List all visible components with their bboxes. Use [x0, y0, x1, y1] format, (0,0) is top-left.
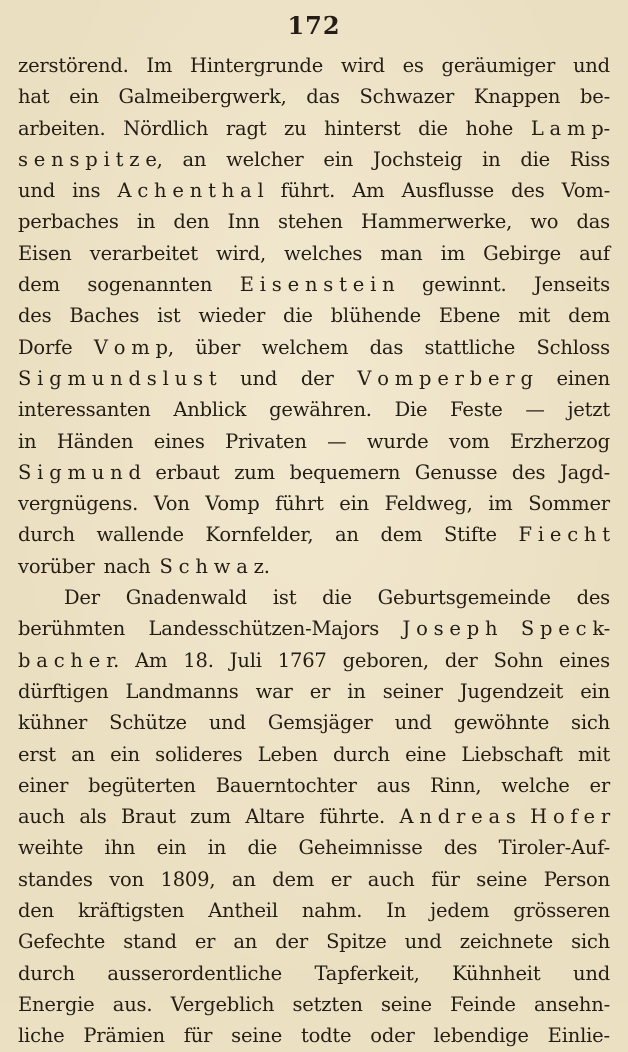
text-line: [18, 613, 610, 644]
word: arbeiten.: [18, 116, 106, 140]
word: in: [136, 210, 156, 234]
text-line: [18, 81, 610, 112]
word: die: [418, 116, 448, 140]
word: die: [283, 304, 313, 328]
word: auf: [579, 241, 610, 265]
word: weihte: [18, 836, 84, 860]
word: in: [18, 429, 37, 453]
word: Feste: [450, 398, 503, 422]
word: und: [572, 54, 610, 77]
word: führt: [275, 492, 324, 516]
text-line: [18, 926, 610, 957]
word: im: [488, 492, 513, 516]
word: Jochsteig: [372, 147, 463, 171]
word: Kornfelder,: [205, 523, 314, 547]
word: Die: [394, 398, 428, 422]
word: an: [334, 523, 359, 547]
word: gewähren.: [269, 398, 372, 422]
word: welchem: [261, 335, 349, 359]
word: dem: [380, 523, 423, 547]
word: an: [233, 930, 258, 954]
word: S i g m u n d s l u s t: [18, 366, 217, 390]
word: nach: [103, 554, 151, 578]
word: des: [443, 836, 478, 860]
word: blühende: [330, 304, 421, 328]
word: Erzherzog: [509, 429, 610, 453]
word: zu: [284, 116, 307, 140]
word: Händen: [56, 429, 134, 453]
word: grösseren: [513, 899, 610, 923]
page-number: 172: [287, 11, 341, 40]
text-line: [18, 269, 610, 300]
word: geboren,: [342, 648, 429, 672]
text-line: [18, 363, 610, 394]
word: Landmanns: [125, 679, 239, 703]
word: erbaut: [155, 460, 220, 484]
word: der: [444, 648, 478, 672]
text-line: [18, 488, 610, 519]
word: und: [572, 961, 610, 985]
word: zeichnete: [459, 930, 553, 954]
word: F i e c h t: [518, 523, 610, 547]
word: Hammerwerke,: [360, 210, 513, 234]
text-line: [18, 645, 610, 676]
word: lebendige: [433, 1024, 529, 1048]
word: Leben: [257, 742, 318, 766]
word: und: [394, 711, 432, 735]
word: Braut: [121, 805, 176, 829]
word: Genusse: [414, 460, 498, 484]
word: Eisen: [18, 241, 72, 265]
word: Dorfe: [18, 335, 73, 359]
word: s e n s p i t z e,: [18, 147, 163, 171]
word: wieder: [198, 304, 266, 328]
word: der: [275, 930, 308, 954]
word: ein: [323, 147, 354, 171]
word: seine: [476, 867, 528, 891]
word: durch: [18, 961, 75, 985]
word: führt.: [280, 179, 336, 203]
word: auch: [367, 867, 415, 891]
word: Geheimnisse: [298, 836, 423, 860]
word: Energie: [18, 992, 95, 1016]
word: ein: [110, 742, 140, 766]
text-line: [18, 895, 610, 926]
word: und: [240, 366, 278, 390]
word: gewinnt.: [421, 273, 507, 297]
word: vergnügens.: [18, 492, 139, 516]
word: eines: [559, 648, 610, 672]
word: —: [525, 398, 545, 422]
word: berühmten: [18, 617, 126, 641]
word: S p e c k-: [520, 617, 610, 641]
word: Gefechte: [18, 930, 106, 954]
word: S i g m u n d: [18, 460, 141, 484]
word: Jagd-: [559, 460, 610, 484]
text-line: [18, 113, 610, 144]
word: Spitze: [326, 930, 387, 954]
word: das: [576, 210, 610, 234]
word: dem: [18, 273, 60, 297]
word: Kühnheit: [452, 961, 541, 985]
word: er: [194, 930, 216, 954]
word: ihn: [104, 836, 136, 860]
word: Tapferkeit,: [314, 961, 420, 985]
word: In: [386, 899, 407, 923]
word: das: [306, 85, 340, 109]
word: interessanten: [18, 398, 151, 422]
word: das: [369, 335, 404, 359]
word: sich: [571, 711, 610, 735]
text-line: [18, 770, 610, 801]
word: wurde: [366, 429, 429, 453]
word: E i s e n s t e i n: [239, 273, 395, 297]
word: H o f e r: [530, 805, 610, 829]
word: eine: [405, 742, 447, 766]
word: ansehn-: [533, 992, 610, 1016]
text-line: [18, 1020, 610, 1051]
word: welche: [501, 773, 570, 797]
word: wird: [340, 54, 385, 77]
word: wird,: [216, 241, 266, 265]
word: eines: [153, 429, 205, 453]
word: oder: [370, 1024, 415, 1048]
word: Der: [64, 586, 100, 610]
word: die: [520, 147, 551, 171]
word: stehen: [277, 210, 343, 234]
word: Hintergrunde: [190, 54, 324, 77]
word: dem: [272, 867, 315, 891]
word: vom: [448, 429, 490, 453]
word: an: [182, 147, 207, 171]
word: stattliche: [424, 335, 516, 359]
word: ist: [272, 586, 297, 610]
word: vorüber: [18, 554, 95, 578]
word: setzten: [292, 992, 363, 1016]
word: einer: [18, 773, 69, 797]
word: für: [183, 1024, 213, 1048]
word: Jugendzeit: [459, 679, 564, 703]
word: war: [255, 679, 293, 703]
word: Privaten: [225, 429, 307, 453]
text-line: [18, 206, 610, 237]
text-line: [18, 426, 610, 457]
word: V o m p e r b e r g: [357, 366, 533, 390]
word: nahm.: [301, 899, 363, 923]
word: dem: [568, 304, 610, 328]
word: Am: [352, 179, 385, 203]
text-line: [18, 394, 610, 425]
word: Feinde: [450, 992, 516, 1016]
word: man: [380, 241, 423, 265]
word: an: [231, 867, 256, 891]
word: im: [440, 241, 465, 265]
word: sogenannten: [87, 273, 213, 297]
word: Gebirge: [483, 241, 561, 265]
word: Vomp: [205, 492, 260, 516]
word: Juli: [229, 648, 262, 672]
word: Person: [543, 867, 610, 891]
word: Vom-: [561, 179, 610, 203]
word: durch: [333, 742, 390, 766]
word: seiner: [382, 679, 443, 703]
word: Riss: [569, 147, 610, 171]
word: Anblick: [173, 398, 247, 422]
word: Rinn,: [430, 773, 482, 797]
word: Landesschützen-Majors: [148, 617, 380, 641]
word: —: [327, 429, 347, 453]
word: ein: [156, 836, 187, 860]
text-line: [18, 457, 610, 488]
word: führte.: [319, 805, 386, 829]
body-text: [18, 50, 610, 1052]
word: Am: [135, 648, 168, 672]
word: mit: [518, 304, 551, 328]
word: zerstörend.: [18, 54, 129, 77]
word: ragt: [225, 116, 267, 140]
word: wo: [530, 210, 559, 234]
word: Sommer: [528, 492, 610, 516]
text-line: [18, 238, 610, 269]
word: des: [576, 586, 610, 610]
word: L a m p-: [530, 116, 610, 140]
text-line: [18, 175, 610, 206]
word: seine: [380, 992, 432, 1016]
word: er: [330, 867, 352, 891]
word: ein: [580, 679, 610, 703]
word: Schütze: [109, 711, 187, 735]
word: b a c h e r.: [18, 648, 120, 672]
word: wallende: [96, 523, 184, 547]
word: zum: [190, 805, 231, 829]
word: liche: [18, 1024, 65, 1048]
word: Tiroler-Auf-: [498, 836, 610, 860]
word: hohe: [465, 116, 514, 140]
word: in: [482, 147, 501, 171]
word: sich: [571, 930, 610, 954]
word: Von: [153, 492, 190, 516]
word: in: [347, 679, 366, 703]
word: S c h w a z.: [159, 554, 270, 578]
text-line: [18, 50, 610, 81]
word: Im: [146, 54, 173, 77]
word: Vergeblich: [170, 992, 275, 1016]
word: J o s e p h: [402, 617, 498, 641]
word: ein: [339, 492, 369, 516]
word: Ebene: [438, 304, 501, 328]
word: des: [511, 460, 546, 484]
word: 18.: [183, 648, 214, 672]
word: Nördlich: [123, 116, 209, 140]
word: er: [589, 773, 610, 797]
text-line: [18, 801, 610, 832]
word: perbaches: [18, 210, 119, 234]
word: des: [511, 179, 545, 203]
word: ausserordentliche: [107, 961, 282, 985]
text-line: [18, 739, 610, 770]
word: kräftigsten: [77, 899, 185, 923]
word: Bauerntochter: [215, 773, 357, 797]
word: für: [431, 867, 460, 891]
word: und: [18, 179, 56, 203]
word: geräumiger: [441, 54, 556, 77]
word: auch: [18, 805, 65, 829]
word: Geburtsgemeinde: [377, 586, 551, 610]
text-line: [18, 332, 610, 363]
word: Feldweg,: [384, 492, 473, 516]
word: Sohn: [493, 648, 544, 672]
word: hat: [18, 85, 50, 109]
word: Stifte: [444, 523, 497, 547]
word: standes: [18, 867, 93, 891]
word: seine: [231, 1024, 283, 1048]
word: A n d r e a s: [399, 805, 516, 829]
text-line: [18, 519, 610, 550]
word: durch: [18, 523, 75, 547]
word: todte: [300, 1024, 352, 1048]
word: in: [207, 836, 227, 860]
word: be-: [579, 85, 610, 109]
word: 1767: [277, 648, 327, 672]
word: Einlie-: [547, 1024, 610, 1048]
word: zum: [234, 460, 275, 484]
word: einen: [556, 366, 610, 390]
word: Jenseits: [534, 273, 610, 297]
word: 1809,: [160, 867, 216, 891]
word: V o m p,: [93, 335, 174, 359]
word: hinterst: [324, 116, 401, 140]
word: ist: [157, 304, 181, 328]
word: A c h e n t h a l: [117, 179, 264, 203]
text-line: [18, 582, 610, 613]
word: Schloss: [536, 335, 610, 359]
text-line: [18, 300, 610, 331]
word: von: [109, 867, 144, 891]
text-line: [18, 989, 610, 1020]
word: dürftigen: [18, 679, 109, 703]
word: den: [18, 899, 54, 923]
word: aus: [376, 773, 411, 797]
word: stand: [123, 930, 177, 954]
word: ins: [72, 179, 101, 203]
word: die: [247, 836, 278, 860]
word: als: [79, 805, 107, 829]
word: Inn: [227, 210, 260, 234]
word: Antheil: [208, 899, 278, 923]
word: Galmeibergwerk,: [118, 85, 287, 109]
text-line: [18, 832, 610, 863]
word: Baches: [69, 304, 140, 328]
text-line: [18, 676, 610, 707]
word: welcher: [226, 147, 304, 171]
text-line: [18, 551, 610, 582]
word: bequemern: [289, 460, 401, 484]
word: der: [300, 366, 334, 390]
word: Prämien: [83, 1024, 165, 1048]
word: Knappen: [473, 85, 561, 109]
word: Ausflusse: [401, 179, 494, 203]
word: ein: [69, 85, 99, 109]
word: Gnadenwald: [125, 586, 248, 610]
word: jetzt: [567, 398, 610, 422]
word: Gemsjäger: [267, 711, 373, 735]
word: und: [208, 711, 246, 735]
word: Schwazer: [359, 85, 455, 109]
word: jedem: [430, 899, 490, 923]
word: des: [18, 304, 52, 328]
text-line: [18, 707, 610, 738]
word: er: [309, 679, 331, 703]
text-line: [18, 144, 610, 175]
word: aus.: [112, 992, 153, 1016]
word: begüterten: [88, 773, 196, 797]
text-line: [18, 864, 610, 895]
word: verarbeitet: [89, 241, 198, 265]
word: den: [173, 210, 210, 234]
word: es: [402, 54, 424, 77]
word: kühner: [18, 711, 88, 735]
word: über: [195, 335, 241, 359]
word: gewöhnte: [453, 711, 550, 735]
word: mit: [578, 742, 610, 766]
text-line: [18, 958, 610, 989]
word: und: [404, 930, 442, 954]
word: Liebschaft: [461, 742, 563, 766]
word: erst: [18, 742, 56, 766]
word: Altare: [245, 805, 305, 829]
word: solideres: [155, 742, 243, 766]
word: welches: [284, 241, 363, 265]
word: die: [322, 586, 352, 610]
word: an: [71, 742, 95, 766]
